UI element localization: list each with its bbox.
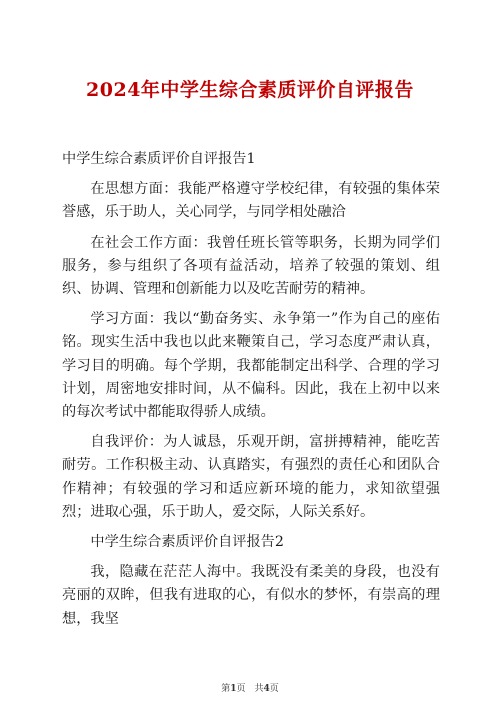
paragraph-self-evaluation: 自我评价：为人诚恳，乐观开朗，富拼搏精神，能吃苦耐劳。工作积极主动、认真踏实，有强烈的责任心和团队合作精神；有较强的学习和适应新环境的能力，求知欲望强烈；进取心强，乐于助人，爱交际，人际关系好。 <box>62 434 440 520</box>
paragraph-ideology: 在思想方面：我能严格遵守学校纪律，有较强的集体荣誉感，乐于助人，关心同学，与同学相处融洽 <box>62 181 440 221</box>
document-title: 2024年中学生综合素质评价自评报告 <box>86 79 414 101</box>
paragraph-social-work: 在社会工作方面：我曾任班长管等职务，长期为同学们服务，参与组织了各项有益活动，培养了较强的策划、组织、协调、管理和创新能力以及吃苦耐劳的精神。 <box>62 234 440 298</box>
page-current: 1 <box>230 684 237 694</box>
page-mid: 页 共 <box>236 684 264 694</box>
section-heading: 中学生综合素质评价自评报告1 <box>62 151 256 167</box>
document-body <box>62 148 440 638</box>
page-total: 4 <box>263 684 270 694</box>
paragraph-intro-2: 我，隐藏在茫茫人海中。我既没有柔美的身段，也没有亮丽的双眸，但我有进取的心，有似水的梦怀，有崇高的理想，我坚 <box>62 564 440 627</box>
paragraph-study: 学习方面：我以“勤奋务实、永争第一”作为自己的座佑铭。现实生活中我也以此来鞭策自己，学习态度严肃认真，学习目的明确。每个学期，我都能制定出科学、合理的学习计划，周密地安排时间，从不偏科。因此，我在上初中以来的每次考试中都能取得骄人成绩。 <box>62 311 440 421</box>
page-prefix: 第 <box>221 684 231 694</box>
page-suffix: 页 <box>269 684 279 694</box>
page-footer <box>0 683 500 695</box>
section-heading-2: 中学生综合素质评价自评报告2 <box>90 534 284 551</box>
